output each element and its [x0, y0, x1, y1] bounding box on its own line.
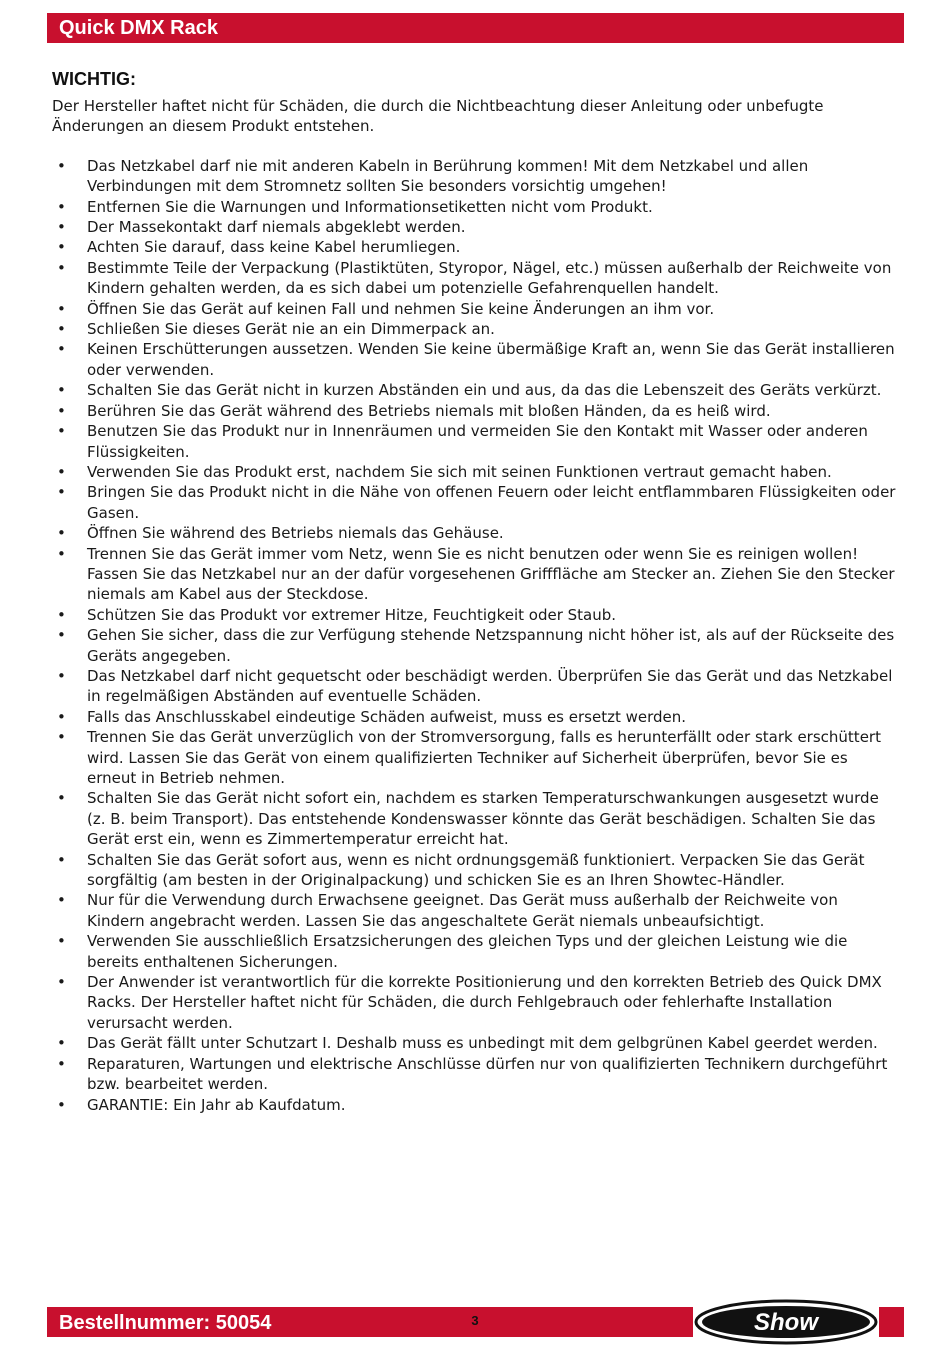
- list-item-text: Bestimmte Teile der Verpackung (Plastiktüten, Styropor, Nägel, etc.) müssen außerhalb der Reichweite von Kindern gehalten werden, da es sich dabei um potenzielle Gefahrenquellen handelt.: [87, 258, 892, 298]
- list-item-text: Schließen Sie dieses Gerät nie an ein Dimmerpack an.: [87, 320, 495, 339]
- showtec-logo-icon: [693, 1298, 879, 1346]
- list-item-text: Öffnen Sie das Gerät auf keinen Fall und nehmen Sie keine Änderungen an ihm vor.: [87, 299, 715, 318]
- list-item-text: Achten Sie darauf, dass keine Kabel herumliegen.: [87, 238, 461, 257]
- list-item-text: Das Gerät fällt unter Schutzart I. Deshalb muss es unbedingt mit dem gelbgrünen Kabel geerdet werden.: [87, 1034, 878, 1053]
- list-item-text: Entfernen Sie die Warnungen und Informationsetiketten nicht vom Produkt.: [87, 197, 653, 216]
- list-item: [52, 850, 900, 891]
- bullet-icon: •: [57, 789, 66, 808]
- bullet-icon: •: [57, 1095, 66, 1114]
- list-item: [52, 339, 900, 380]
- list-item-text: Schützen Sie das Produkt vor extremer Hitze, Feuchtigkeit oder Staub.: [87, 605, 617, 624]
- bullet-icon: •: [57, 1054, 66, 1073]
- list-item-text: Reparaturen, Wartungen und elektrische Anschlüsse dürfen nur von qualifizierten Technikern durchgeführt bzw. bearbeitet werden.: [87, 1054, 888, 1094]
- list-item-text: Das Netzkabel darf nie mit anderen Kabeln in Berührung kommen! Mit dem Netzkabel und allen Verbindungen mit dem Stromnetz sollten Sie besonders vorsichtig umgehen!: [87, 156, 809, 196]
- list-item: [52, 890, 900, 931]
- list-item: [52, 625, 900, 666]
- page-number: 3: [471, 1313, 479, 1328]
- list-item: [52, 605, 900, 625]
- document-title: Quick DMX Rack: [59, 17, 218, 39]
- bullet-icon: •: [57, 1034, 66, 1053]
- list-item-text: Der Massekontakt darf niemals abgeklebt werden.: [87, 218, 466, 237]
- list-item: [52, 666, 900, 707]
- list-item-text: Das Netzkabel darf nicht gequetscht oder beschädigt werden. Überprüfen Sie das Gerät und das Netzkabel in regelmäßigen Abständen auf eventuelle Schäden.: [87, 666, 893, 706]
- list-item: [52, 788, 900, 849]
- bullet-icon: •: [57, 728, 66, 747]
- list-item: [52, 156, 900, 197]
- list-item-text: Bringen Sie das Produkt nicht in die Nähe von offenen Feuern oder leicht entflammbaren Flüssigkeiten oder Gasen.: [87, 483, 896, 522]
- list-item: [52, 1033, 900, 1053]
- bullet-icon: •: [57, 462, 66, 481]
- bullet-icon: •: [57, 320, 66, 339]
- list-item: [52, 258, 900, 299]
- header-bar: [47, 13, 904, 43]
- bullet-icon: •: [57, 238, 66, 257]
- list-item-text: Benutzen Sie das Produkt nur in Innenräumen und vermeiden Sie den Kontakt mit Wasser oder anderen Flüssigkeiten.: [87, 422, 868, 461]
- list-item: [52, 237, 900, 257]
- bullet-icon: •: [57, 218, 66, 237]
- list-item: [52, 482, 900, 523]
- bullet-icon: •: [57, 850, 66, 869]
- list-item: [52, 217, 900, 237]
- list-item: [52, 1095, 900, 1115]
- list-item: [52, 707, 900, 727]
- list-item-text: Trennen Sie das Gerät unverzüglich von der Stromversorgung, falls es herunterfällt oder stark erschüttert wird. Lassen Sie das Gerät von einem qualifizierten Techniker auf Sicherheit überprüfen, bevor Sie es erneut in Betrieb nehmen.: [87, 728, 881, 787]
- list-item: [52, 197, 900, 217]
- bullet-icon: •: [57, 707, 66, 726]
- list-item: [52, 727, 900, 788]
- intro-paragraph: Der Hersteller haftet nicht für Schäden, die durch die Nichtbeachtung dieser Anleitung oder unbefugte Änderungen an diesem Produkt entstehen.: [52, 97, 824, 136]
- list-item: [52, 1054, 900, 1095]
- list-item: [52, 462, 900, 482]
- list-item-text: Schalten Sie das Gerät nicht in kurzen Abständen ein und aus, da das die Lebenszeit des Geräts verkürzt.: [87, 381, 882, 400]
- list-item: [52, 931, 900, 972]
- bullet-icon: •: [57, 626, 66, 645]
- list-item-text: Trennen Sie das Gerät immer vom Netz, wenn Sie es nicht benutzen oder wenn Sie es reinigen wollen! Fassen Sie das Netzkabel nur an der dafür vorgesehenen Grifffläche am Stecker an. Ziehen Sie den Stecker niemals am Kabel aus der Steckdose.: [87, 544, 895, 604]
- list-item-text: Berühren Sie das Gerät während des Betriebs niemals mit bloßen Händen, da es heiß wird.: [87, 401, 771, 420]
- list-item-text: Falls das Anschlusskabel eindeutige Schäden aufweist, muss es ersetzt werden.: [87, 707, 687, 726]
- bullet-icon: •: [57, 932, 66, 951]
- bullet-icon: •: [57, 483, 66, 502]
- bullet-icon: •: [57, 524, 66, 543]
- list-item-text: Gehen Sie sicher, dass die zur Verfügung stehende Netzspannung nicht höher ist, als auf der Rückseite des Geräts angegeben.: [87, 626, 895, 665]
- bullet-icon: •: [57, 544, 66, 563]
- section-heading: WICHTIG:: [52, 69, 136, 89]
- safety-bullet-list: [52, 156, 900, 1115]
- main-content: [52, 68, 900, 1115]
- bullet-icon: •: [57, 340, 66, 359]
- bullet-icon: •: [57, 299, 66, 318]
- bullet-icon: •: [57, 422, 66, 441]
- bullet-icon: •: [57, 156, 66, 175]
- list-item-text: Keinen Erschütterungen aussetzen. Wenden Sie keine übermäßige Kraft an, wenn Sie das Gerät installieren oder verwenden.: [87, 340, 895, 379]
- showtec-logo: [693, 1298, 879, 1346]
- list-item: [52, 299, 900, 319]
- list-item-text: Verwenden Sie ausschließlich Ersatzsicherungen des gleichen Typs und der gleichen Leistung wie die bereits enthaltenen Sicherungen.: [87, 932, 848, 971]
- list-item-text: Öffnen Sie während des Betriebs niemals das Gehäuse.: [87, 524, 504, 543]
- list-item: [52, 421, 900, 462]
- list-item-text: Schalten Sie das Gerät nicht sofort ein, nachdem es starken Temperaturschwankungen ausgesetzt wurde (z. B. beim Transport). Das entstehende Kondenswasser könnte das Gerät beschädigen. Schalten Sie das Gerät erst ein, wenn es Zimmertemperatur erreicht hat.: [87, 789, 879, 849]
- bullet-icon: •: [57, 401, 66, 420]
- bullet-icon: •: [57, 666, 66, 685]
- bullet-icon: •: [57, 891, 66, 910]
- list-item: [52, 972, 900, 1033]
- list-item: [52, 401, 900, 421]
- svg-text:Show: Show: [754, 1309, 818, 1336]
- list-item: [52, 544, 900, 605]
- list-item-text: Schalten Sie das Gerät sofort aus, wenn es nicht ordnungsgemäß funktioniert. Verpacken Sie das Gerät sorgfältig (am besten in der Originalpackung) und schicken Sie es an Ihren Showtec-Händler.: [87, 850, 865, 890]
- list-item-text: Verwenden Sie das Produkt erst, nachdem Sie sich mit seinen Funktionen vertraut gemacht haben.: [87, 462, 832, 481]
- bullet-icon: •: [57, 381, 66, 400]
- bullet-icon: •: [57, 973, 66, 992]
- list-item: [52, 319, 900, 339]
- bullet-icon: •: [57, 258, 66, 277]
- list-item: [52, 380, 900, 400]
- list-item-text: GARANTIE: Ein Jahr ab Kaufdatum.: [87, 1095, 346, 1114]
- bullet-icon: •: [57, 605, 66, 624]
- order-number: Bestellnummer: 50054: [59, 1312, 272, 1334]
- list-item-text: Nur für die Verwendung durch Erwachsene geeignet. Das Gerät muss außerhalb der Reichweite von Kindern angebracht werden. Lassen Sie das angeschaltete Gerät niemals unbeaufsichtigt.: [87, 891, 838, 930]
- list-item: [52, 523, 900, 543]
- bullet-icon: •: [57, 197, 66, 216]
- list-item-text: Der Anwender ist verantwortlich für die korrekte Positionierung und den korrekten Betrieb des Quick DMX Racks. Der Hersteller haftet nicht für Schäden, die durch Fehlgebrauch oder fehlerhafte Installation verursacht werden.: [87, 973, 882, 1032]
